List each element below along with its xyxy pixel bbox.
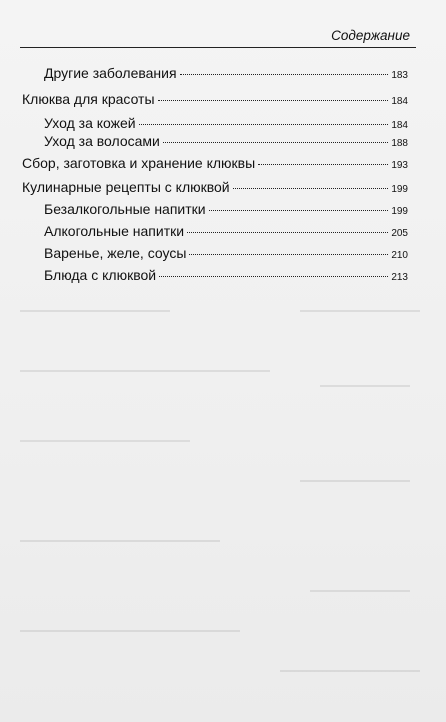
toc-entry-title: Клюква для красоты [22, 91, 155, 107]
toc-page-number: 193 [391, 160, 408, 171]
toc-entry-title: Уход за волосами [44, 133, 160, 149]
toc-page-number: 210 [391, 250, 408, 261]
toc-entry-title: Кулинарные рецепты с клюквой [22, 179, 230, 195]
toc-entry-title: Блюда с клюквой [44, 267, 157, 283]
toc-entry-title: Уход за кожей [44, 115, 136, 131]
toc-entry-title: Другие заболевания [44, 65, 177, 81]
dot-leader [139, 124, 389, 125]
dot-leader [209, 210, 389, 211]
toc-entry[interactable] [44, 200, 408, 221]
toc-page-number: 184 [391, 120, 408, 131]
toc-entry-title: Безалкогольные напитки [44, 201, 206, 217]
toc-page-number: 183 [391, 70, 408, 81]
toc-page-number: 199 [391, 206, 408, 217]
toc-page-number: 205 [391, 228, 408, 239]
dot-leader [189, 254, 388, 255]
toc-entry-title: Варенье, желе, соусы [44, 245, 187, 261]
toc-entry[interactable] [44, 266, 408, 287]
dot-leader [233, 188, 389, 189]
toc-entry[interactable] [44, 132, 408, 153]
toc-entry-title: Сбор, заготовка и хранение клюквы [22, 155, 256, 171]
dot-leader [258, 164, 388, 165]
dot-leader [180, 74, 389, 75]
dot-leader [163, 142, 388, 143]
toc-entry[interactable] [22, 90, 408, 111]
dot-leader [159, 276, 388, 277]
toc-page-number: 213 [391, 272, 408, 283]
toc-entry-title: Алкогольные напитки [44, 223, 185, 239]
toc-entry[interactable] [44, 244, 408, 265]
dot-leader [158, 100, 389, 101]
toc-page-number: 184 [391, 96, 408, 107]
toc-page-number: 199 [391, 184, 408, 195]
header-rule [20, 47, 416, 48]
toc-entry[interactable] [44, 64, 408, 85]
show-through-text [20, 290, 426, 702]
running-header: Содержание [331, 28, 410, 43]
toc-entry[interactable] [44, 222, 408, 243]
toc-page-number: 188 [391, 138, 408, 149]
toc-entry[interactable] [22, 178, 408, 199]
toc-entry[interactable] [22, 154, 408, 175]
dot-leader [187, 232, 388, 233]
